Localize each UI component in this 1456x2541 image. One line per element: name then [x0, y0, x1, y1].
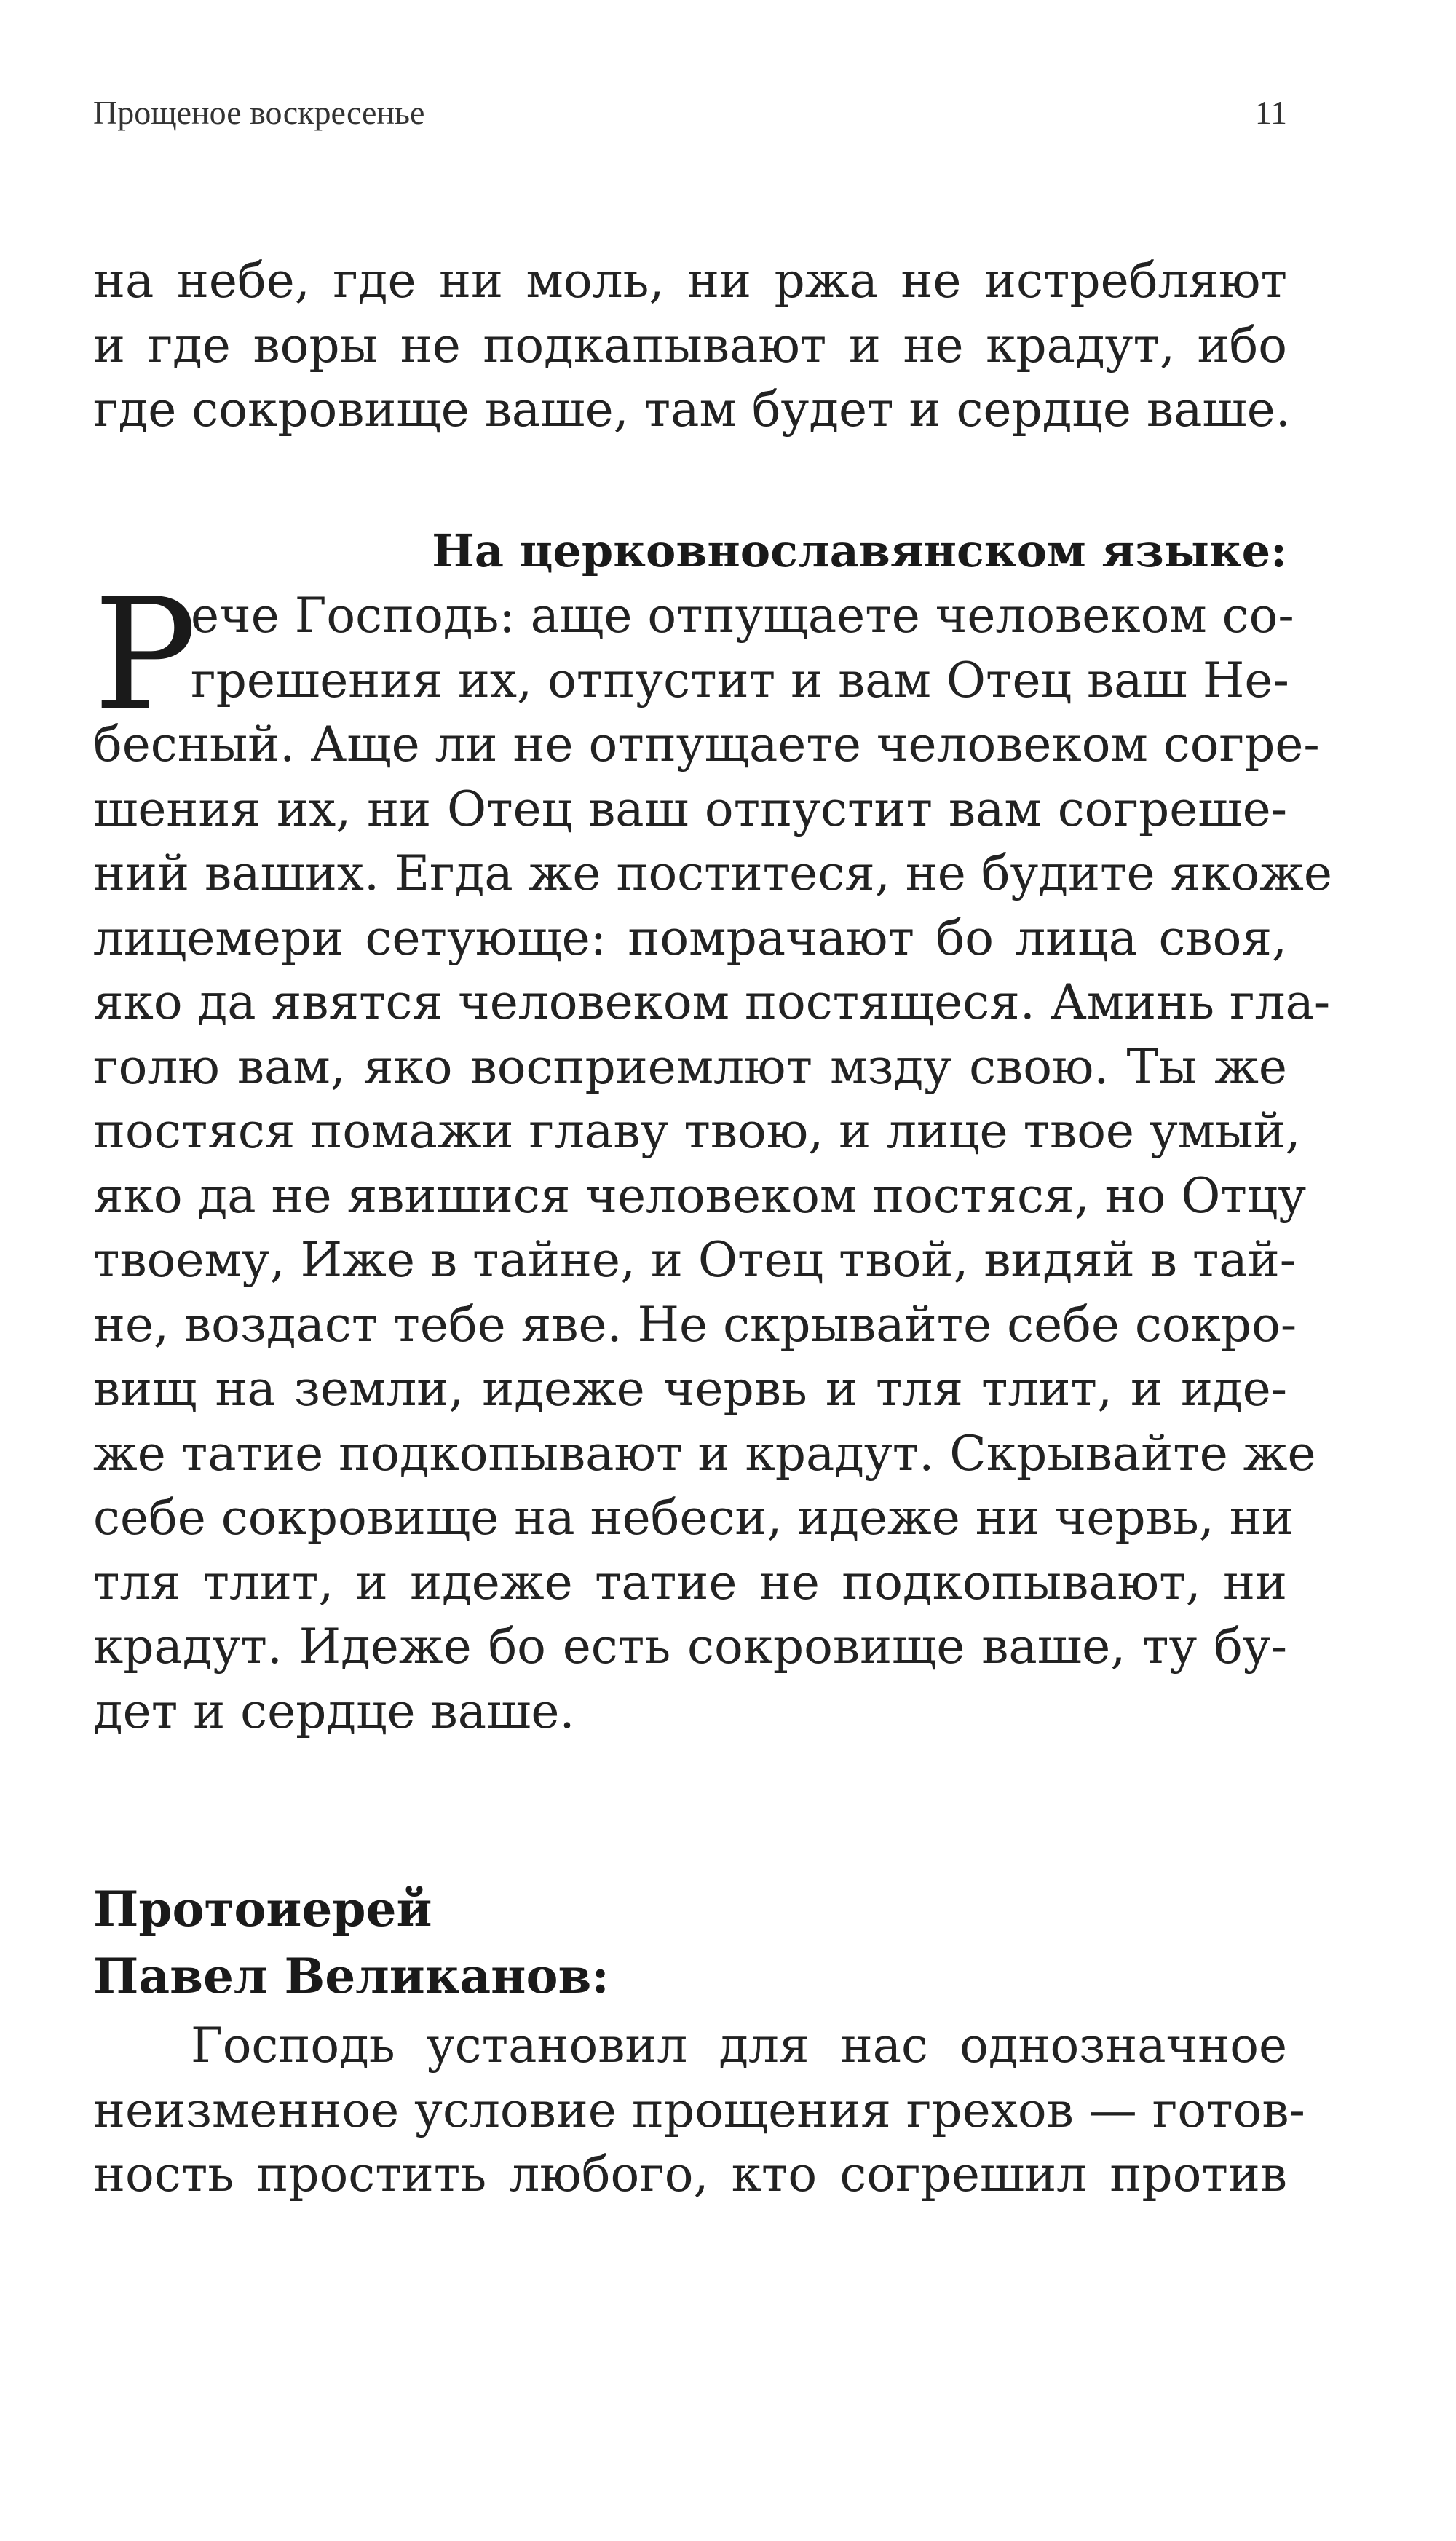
text-line: яко да явятся человеком постящеся. Аминь гла-	[93, 974, 1331, 1030]
text-line: тля тлит, и идеже татие не подкопывают, ни	[93, 1554, 1287, 1611]
church-slavonic-heading: На церковнославянском языке:	[432, 524, 1287, 577]
text-line: грешения их, отпустит и вам Отец ваш Не-	[191, 652, 1289, 708]
text-line: лицемери сетующе: помрачают бо лица своя,	[93, 909, 1287, 966]
text-line: где сокровище ваше, там будет и сердце ваше.	[93, 382, 1291, 438]
text-line: Господь установил для нас однозначное	[191, 2018, 1287, 2074]
text-line: и где воры не подкапывают и не крадут, ибо	[93, 317, 1287, 374]
text-line: ний ваших. Егда же поститеся, не будите якоже	[93, 845, 1332, 901]
text-line: крадут. Идеже бо есть сокровище ваше, ту бу-	[93, 1619, 1287, 1675]
author-name: Павел Великанов:	[93, 1948, 609, 2004]
text-line: же татие подкопывают и крадут. Скрывайте же	[93, 1425, 1316, 1482]
text-line: не, воздаст тебе яве. Не скрывайте себе сокро-	[93, 1296, 1297, 1353]
text-line: яко да не явишися человеком постяся, но Отцу	[93, 1167, 1307, 1224]
text-line: на небе, где ни моль, ни ржа не истребляют	[93, 253, 1287, 309]
drop-cap: Р	[93, 565, 197, 745]
page-number: 11	[1254, 94, 1287, 131]
text-line: неизменное условие прощения грехов — готов-	[93, 2082, 1305, 2138]
running-header	[93, 93, 1287, 137]
text-line: шения их, ни Отец ваш отпустит вам согреше-	[93, 781, 1287, 837]
gospel-text-continuation	[93, 249, 1291, 443]
text-line: ече Господь: аще отпущаете человеком со-	[191, 588, 1294, 644]
text-line: себе сокровище на небеси, идеже ни червь, ни	[93, 1490, 1294, 1546]
text-line: постяся помажи главу твою, и лице твое умый,	[93, 1103, 1301, 1159]
text-line: голю вам, яко восприемлют мзду свою. Ты же	[93, 1038, 1287, 1095]
text-line: твоему, Иже в тайне, и Отец твой, видяй в тай-	[93, 1232, 1296, 1288]
author-title: Протоиерей	[93, 1881, 432, 1937]
text-line: вищ на земли, идеже червь и тля тлит, и иде-	[93, 1361, 1287, 1417]
author-heading	[93, 1876, 609, 2010]
text-line: бесный. Аще ли не отпущаете человеком согре-	[93, 716, 1320, 772]
church-slavonic-text	[93, 565, 1332, 1744]
text-line: ность простить любого, кто согрешил против	[93, 2146, 1287, 2202]
text-line: дет и сердце ваше.	[93, 1683, 575, 1739]
commentary-text	[93, 2014, 1305, 2208]
running-title: Прощеное воскресенье	[93, 94, 425, 131]
